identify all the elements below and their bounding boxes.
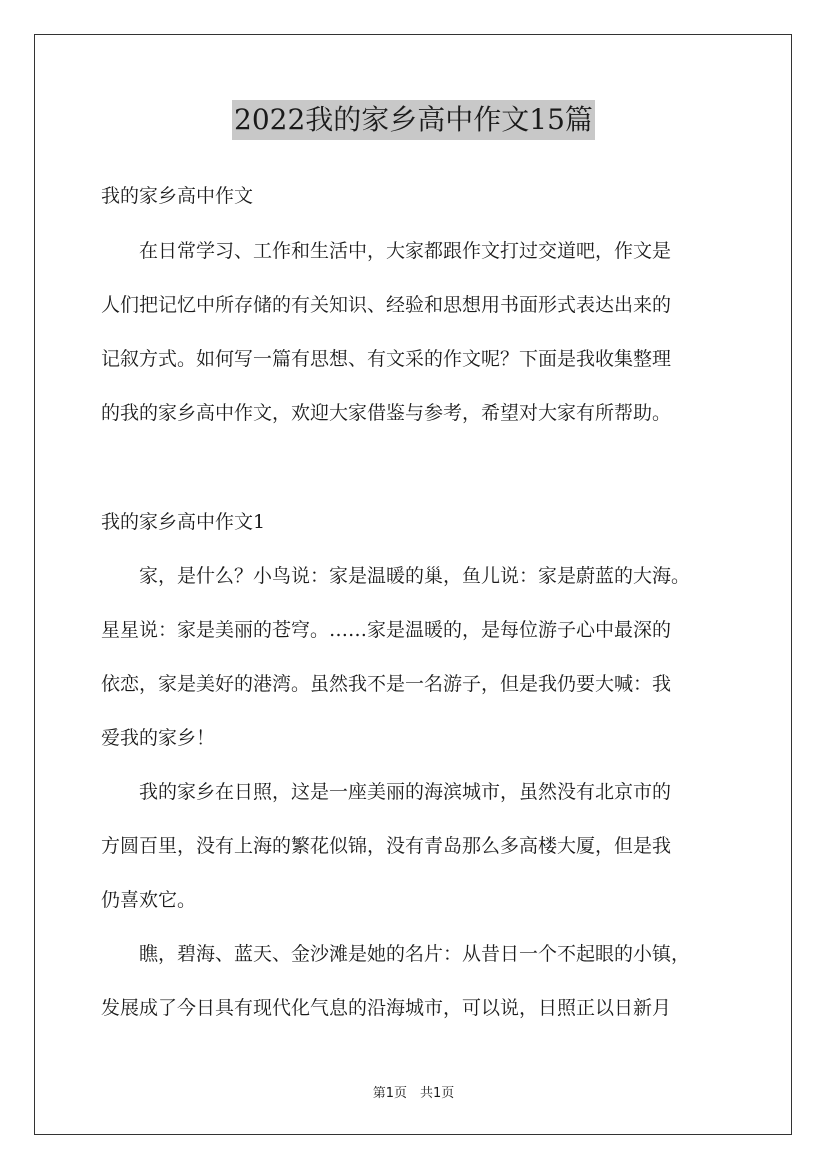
paragraph-line: 家，是什么？小鸟说：家是温暖的巢，鱼儿说：家是蔚蓝的大海。: [101, 565, 691, 587]
paragraph-line: 依恋，家是美好的港湾。虽然我不是一名游子，但是我仍要大喊：我: [101, 673, 672, 695]
paragraph-line: 仍喜欢它。: [101, 889, 197, 911]
paragraph-line: 人们把记忆中所存储的有关知识、经验和思想用书面形式表达出来的: [101, 294, 672, 316]
paragraph-line: 瞧，碧海、蓝天、金沙滩是她的名片：从昔日一个不起眼的小镇，: [101, 943, 691, 965]
document-title: 2022我的家乡高中作文15篇: [232, 100, 595, 140]
paragraph-line: 我的家乡在日照，这是一座美丽的海滨城市，虽然没有北京市的: [101, 781, 672, 803]
page-footer: 第1页 共1页: [372, 1086, 455, 1101]
paragraph-line: 爱我的家乡！: [101, 727, 216, 749]
paragraph-line: 星星说：家是美丽的苍穹。……家是温暖的，是每位游子心中最深的: [101, 619, 672, 641]
title-container: [0, 100, 827, 140]
section-heading-intro: 我的家乡高中作文: [101, 185, 254, 207]
paragraph-line: 发展成了今日具有现代化气息的沿海城市，可以说，日照正以日新月: [101, 997, 672, 1019]
section-heading-essay-1: 我的家乡高中作文1: [101, 511, 266, 533]
paragraph-line: 记叙方式。如何写一篇有思想、有文采的作文呢？下面是我收集整理: [101, 348, 672, 370]
paragraph-line: 的我的家乡高中作文，欢迎大家借鉴与参考，希望对大家有所帮助。: [101, 402, 672, 424]
paragraph-line: 在日常学习、工作和生活中，大家都跟作文打过交道吧，作文是: [101, 240, 672, 262]
paragraph-line: 方圆百里，没有上海的繁花似锦，没有青岛那么多高楼大厦，但是我: [101, 835, 672, 857]
